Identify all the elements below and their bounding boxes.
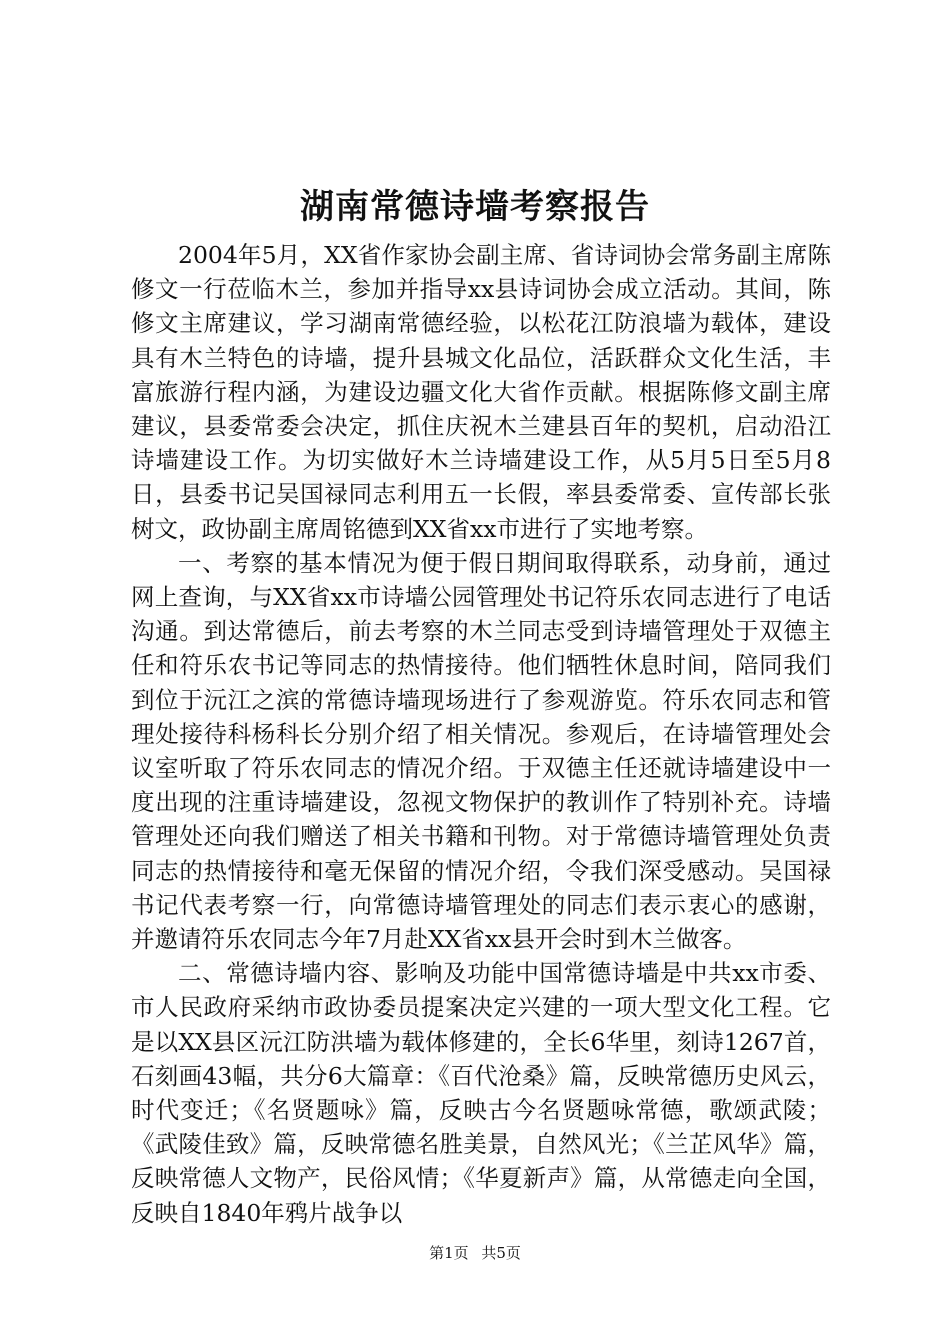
page-number: 第1页 bbox=[429, 1244, 469, 1262]
document-title: 湖南常德诗墙考察报告 bbox=[300, 187, 650, 227]
paragraph-intro: 2004年5月，XX省作家协会副主席、省诗词协会常务副主席陈修文一行莅临木兰，参加并指导xx县诗词协会成立活动。其间，陈修文主席建议，学习湖南常德经验，以松花江防浪墙为载体，建设具有木兰特色的诗墙，提升县城文化品位，活跃群众文化生活，丰富旅游行程内涵，为建设边疆文化大省作贡献。根据陈修文副主席建议，县委常委会决定，抓住庆祝木兰建县百年的契机，启动沿江诗墙建设工作。为切实做好木兰诗墙建设工作，从5月5日至5月8日，县委书记吴国禄同志利用五一长假，率县委常委、宣传部长张树文，政协副主席周铭德到XX省xx市进行了实地考察。 bbox=[131, 241, 831, 543]
paragraph-section-1: 一、考察的基本情况为便于假日期间取得联系，动身前，通过网上查询，与XX省xx市诗墙公园管理处书记符乐农同志进行了电话沟通。到达常德后，前去考察的木兰同志受到诗墙管理处于双德主任和符乐农书记等同志的热情接待。他们牺牲休息时间，陪同我们到位于沅江之滨的常德诗墙现场进行了参观游览。符乐农同志和管理处接待科杨科长分别介绍了相关情况。参观后，在诗墙管理处会议室听取了符乐农同志的情况介绍。于双德主任还就诗墙建设中一度出现的注重诗墙建设，忽视文物保护的教训作了特别补充。诗墙管理处还向我们赠送了相关书籍和刊物。对于常德诗墙管理处负责同志的热情接待和毫无保留的情况介绍，令我们深受感动。吴国禄书记代表考察一行，向常德诗墙管理处的同志们表示衷心的感谢，并邀请符乐农同志今年7月赴XX省xx县开会时到木兰做客。 bbox=[131, 548, 831, 954]
page-footer bbox=[0, 1243, 950, 1263]
page-total: 共5页 bbox=[481, 1244, 521, 1262]
paragraph-section-2: 二、常德诗墙内容、影响及功能中国常德诗墙是中共xx市委、市人民政府采纳市政协委员提案决定兴建的一项大型文化工程。它是以XX县区沅江防洪墙为载体修建的，全长6华里，刻诗1267首，石刻画43幅，共分6大篇章：《百代沧桑》篇，反映常德历史风云，时代变迁；《名贤题咏》篇，反映古今名贤题咏常德，歌颂武陵；《武陵佳致》篇，反映常德名胜美景，自然风光；《兰芷风华》篇，反映常德人文物产，民俗风情；《华夏新声》篇，从常德走向全国，反映自1840年鸦片战争以 bbox=[131, 959, 831, 1227]
document-body bbox=[131, 238, 831, 1230]
